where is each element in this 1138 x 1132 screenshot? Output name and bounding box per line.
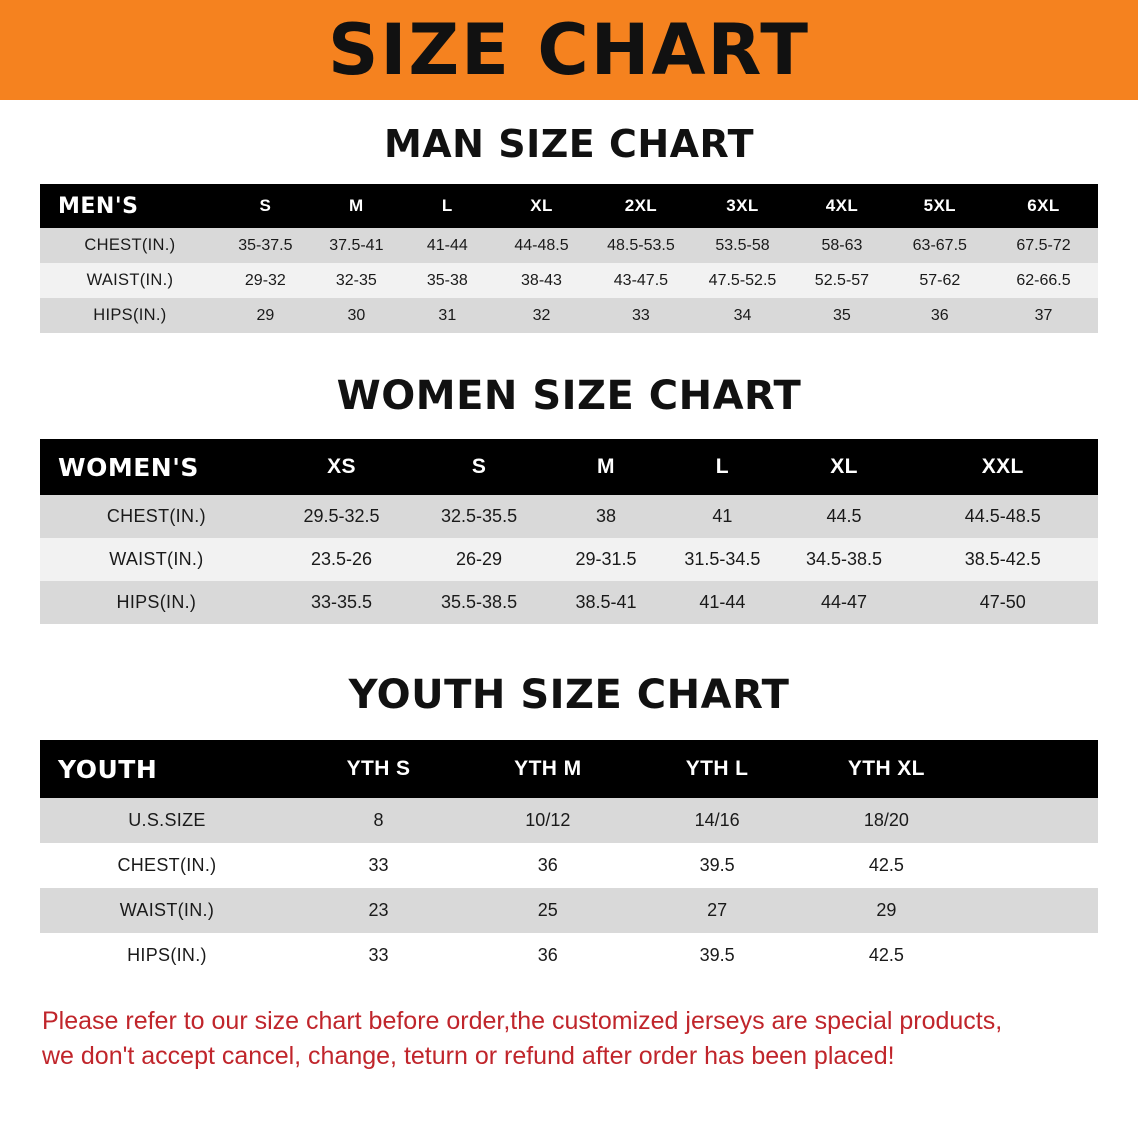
man-header-label: MEN'S	[58, 193, 139, 219]
youth-size-table	[40, 740, 1098, 978]
table-cell: 36	[537, 855, 558, 875]
table-header-row	[40, 184, 1098, 228]
table-cell: 35-37.5	[238, 236, 293, 254]
women-header-xs: XS	[327, 455, 356, 478]
table-cell: 44.5-48.5	[964, 506, 1041, 526]
youth-row-label-hips: HIPS(IN.)	[127, 945, 207, 965]
table-cell: 29.5-32.5	[303, 506, 380, 526]
table-cell: 47-50	[979, 592, 1026, 612]
youth-header-s: YTH S	[346, 757, 411, 780]
table-header-row	[40, 740, 1098, 798]
youth-row-label-waist: WAIST(IN.)	[119, 900, 215, 920]
table-header-row	[40, 439, 1098, 495]
table-cell: 36	[537, 945, 558, 965]
women-header-l: L	[715, 455, 729, 478]
table-cell: 32	[532, 306, 551, 324]
table-cell: 52.5-57	[814, 271, 870, 289]
table-cell: 42.5	[868, 855, 904, 875]
man-header-2xl: 2XL	[624, 196, 658, 215]
table-cell: 36	[930, 306, 949, 324]
table-cell: 32-35	[335, 271, 377, 289]
table-cell-spacer	[971, 933, 1098, 978]
man-header-6xl: 6XL	[1027, 196, 1060, 215]
man-header-s: S	[259, 196, 272, 215]
table-cell: 44-47	[821, 592, 868, 612]
table-cell: 33-35.5	[310, 592, 373, 612]
women-header-xl: XL	[830, 455, 858, 478]
table-cell: 38-43	[521, 271, 562, 289]
man-row-label-chest: CHEST(IN.)	[84, 236, 176, 254]
youth-row-label-chest: CHEST(IN.)	[117, 855, 217, 875]
table-row	[40, 933, 1098, 978]
table-cell: 41-44	[426, 236, 468, 254]
table-cell: 35.5-38.5	[441, 592, 518, 612]
table-cell: 31	[438, 306, 457, 324]
table-cell: 33	[368, 855, 389, 875]
table-cell: 8	[373, 810, 384, 830]
women-row-label-waist: WAIST(IN.)	[109, 549, 204, 569]
women-table-wrap	[0, 439, 1138, 624]
table-cell: 27	[707, 900, 728, 920]
table-cell: 38	[595, 506, 617, 526]
table-cell: 44-48.5	[514, 236, 569, 254]
youth-header-spacer	[971, 740, 1098, 798]
table-cell: 41	[712, 506, 733, 526]
table-cell: 39.5	[699, 855, 735, 875]
table-cell: 31.5-34.5	[684, 549, 761, 569]
man-header-5xl: 5XL	[923, 196, 956, 215]
women-header-s: S	[471, 455, 487, 478]
youth-header-m: YTH M	[514, 757, 582, 780]
man-row-label-waist: WAIST(IN.)	[86, 271, 174, 289]
footer-line-1: Please refer to our size chart before order,the customized jerseys are special products,	[42, 1007, 1003, 1035]
table-cell: 14/16	[694, 810, 740, 830]
table-cell: 58-63	[821, 236, 863, 254]
table-cell: 26-29	[456, 549, 503, 569]
women-size-table	[40, 439, 1098, 624]
table-cell: 33	[368, 945, 389, 965]
table-cell: 53.5-58	[715, 236, 770, 254]
table-cell-spacer	[971, 843, 1098, 888]
man-header-3xl: 3XL	[726, 196, 759, 215]
table-cell: 34	[733, 306, 752, 324]
man-row-label-hips: HIPS(IN.)	[93, 306, 167, 324]
man-section-heading: MAN SIZE CHART	[383, 122, 755, 166]
table-row	[40, 263, 1098, 298]
table-cell: 35-38	[426, 271, 468, 289]
youth-header-label: YOUTH	[58, 754, 158, 784]
table-row	[40, 581, 1098, 624]
table-cell: 33	[632, 306, 650, 324]
table-cell-spacer	[971, 888, 1098, 933]
man-header-m: M	[349, 196, 364, 215]
table-cell: 37	[1034, 306, 1053, 324]
table-row	[40, 495, 1098, 538]
youth-table-wrap	[0, 740, 1138, 978]
man-table-wrap	[0, 184, 1138, 333]
table-row	[40, 298, 1098, 333]
table-row	[40, 843, 1098, 888]
table-cell: 29	[256, 306, 275, 324]
table-cell: 38.5-41	[575, 592, 637, 612]
women-row-label-hips: HIPS(IN.)	[116, 592, 197, 612]
table-cell: 23	[368, 900, 389, 920]
table-cell-spacer	[971, 798, 1098, 843]
table-cell: 39.5	[699, 945, 735, 965]
table-row	[40, 538, 1098, 581]
table-cell: 34.5-38.5	[806, 549, 883, 569]
table-row	[40, 888, 1098, 933]
youth-section-heading: YOUTH SIZE CHART	[348, 672, 790, 718]
women-header-label: WOMEN'S	[58, 452, 199, 482]
table-cell: 18/20	[863, 810, 909, 830]
table-cell: 63-67.5	[912, 236, 967, 254]
table-cell: 57-62	[919, 271, 961, 289]
women-header-m: M	[597, 455, 615, 478]
table-row	[40, 228, 1098, 263]
table-cell: 38.5-42.5	[964, 549, 1041, 569]
youth-header-l: YTH L	[685, 757, 749, 780]
table-cell: 35	[833, 306, 851, 324]
table-cell: 32.5-35.5	[441, 506, 518, 526]
footer-disclaimer	[0, 978, 1138, 1073]
table-row	[40, 798, 1098, 843]
table-cell: 37.5-41	[329, 236, 384, 254]
table-cell: 25	[537, 900, 558, 920]
table-cell: 43-47.5	[613, 271, 669, 289]
table-cell: 62-66.5	[1016, 271, 1071, 289]
youth-row-label-ussize: U.S.SIZE	[128, 810, 206, 830]
women-row-label-chest: CHEST(IN.)	[106, 506, 206, 526]
youth-header-xl: YTH XL	[847, 757, 925, 780]
table-cell: 42.5	[868, 945, 904, 965]
page-title: SIZE CHART	[327, 9, 811, 91]
table-cell: 29-32	[244, 271, 286, 289]
man-header-4xl: 4XL	[825, 196, 859, 215]
table-cell: 29-31.5	[575, 549, 637, 569]
man-header-l: L	[441, 196, 453, 215]
table-cell: 29	[876, 900, 897, 920]
table-cell: 41-44	[699, 592, 746, 612]
man-size-table	[40, 184, 1098, 333]
page-banner	[0, 0, 1138, 100]
women-section-heading: WOMEN SIZE CHART	[336, 373, 802, 419]
table-cell: 67.5-72	[1016, 236, 1071, 254]
table-cell: 23.5-26	[310, 549, 373, 569]
man-header-xl: XL	[530, 196, 553, 215]
table-cell: 44.5	[826, 506, 862, 526]
footer-line-2: we don't accept cancel, change, teturn or refund after order has been placed!	[42, 1041, 895, 1070]
table-cell: 30	[347, 306, 366, 324]
table-cell: 10/12	[525, 810, 571, 830]
table-cell: 47.5-52.5	[708, 271, 777, 289]
table-cell: 48.5-53.5	[607, 236, 675, 254]
women-header-xxl: XXL	[981, 455, 1024, 478]
